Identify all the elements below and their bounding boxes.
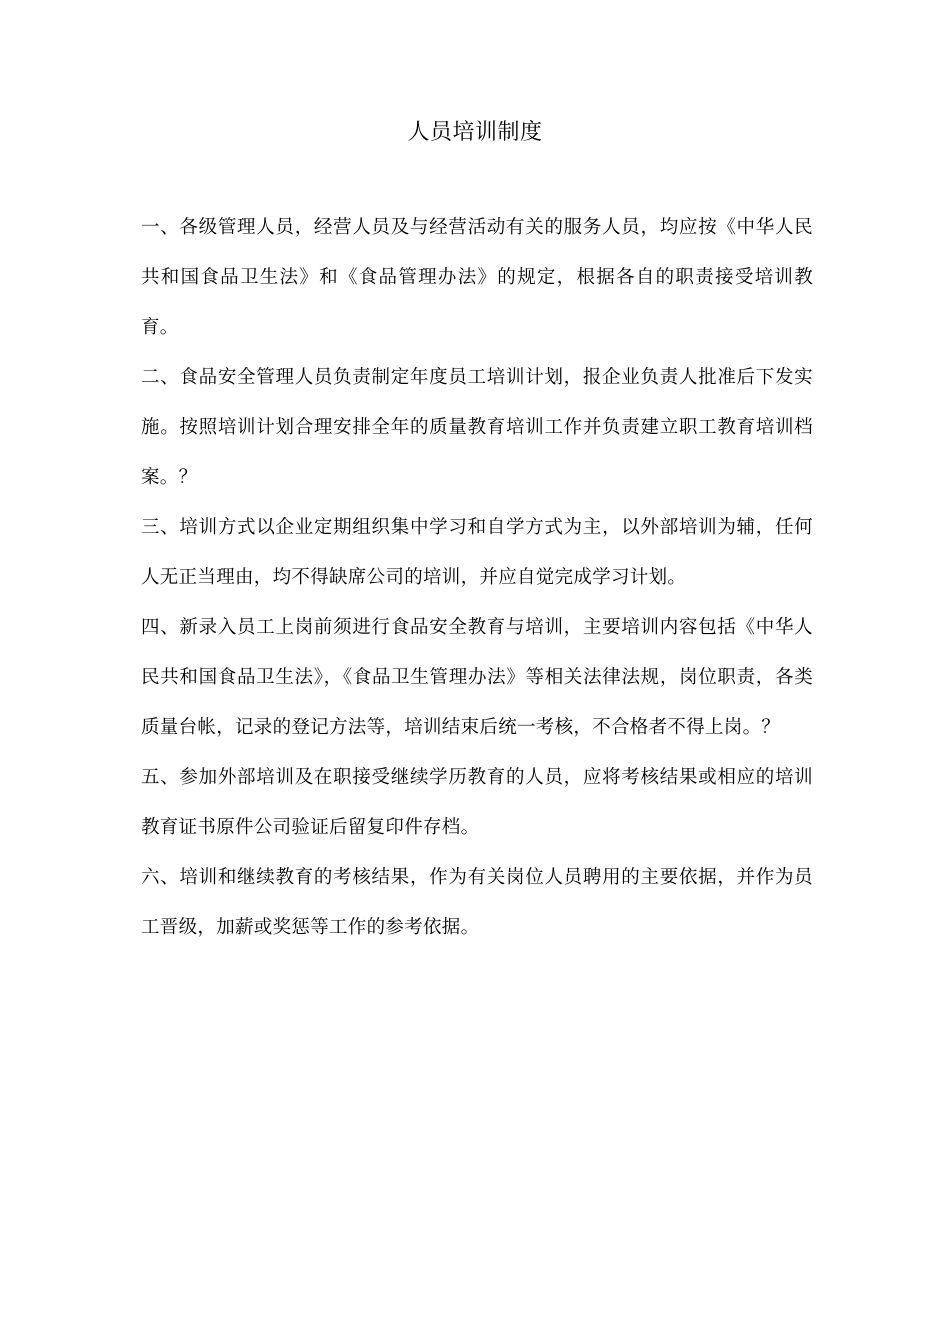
paragraph-5: 五、参加外部培训及在职接受继续学历教育的人员，应将考核结果或相应的培训教育证书原件公司验证后留复印件存档。 (141, 767, 813, 838)
paragraph-3: 三、培训方式以企业定期组织集中学习和自学方式为主，以外部培训为辅，任何人无正当理由，均不得缺席公司的培训，并应自觉完成学习计划。 (141, 517, 813, 588)
paragraph-2: 二、食品安全管理人员负责制定年度员工培训计划，报企业负责人批准后下发实施。按照培训计划合理安排全年的质量教育培训工作并负责建立职工教育培训档案。？ (141, 367, 813, 488)
paragraph-4: 四、新录入员工上岗前须进行食品安全教育与培训，主要培训内容包括《中华人民共和国食品卫生法》，《食品卫生管理办法》等相关法律法规，岗位职责，各类质量台帐，记录的登记方法等，培训结束后统一考核，不合格者不得上岗。？ (141, 617, 813, 738)
document-title: 人员培训制度 (407, 120, 543, 145)
document-body (141, 203, 813, 953)
paragraph-1: 一、各级管理人员，经营人员及与经营活动有关的服务人员，均应按《中华人民共和国食品卫生法》和《食品管理办法》的规定，根据各自的职责接受培训教育。 (141, 217, 813, 338)
paragraph-6: 六、培训和继续教育的考核结果，作为有关岗位人员聘用的主要依据，并作为员工晋级，加薪或奖惩等工作的参考依据。 (141, 867, 813, 938)
